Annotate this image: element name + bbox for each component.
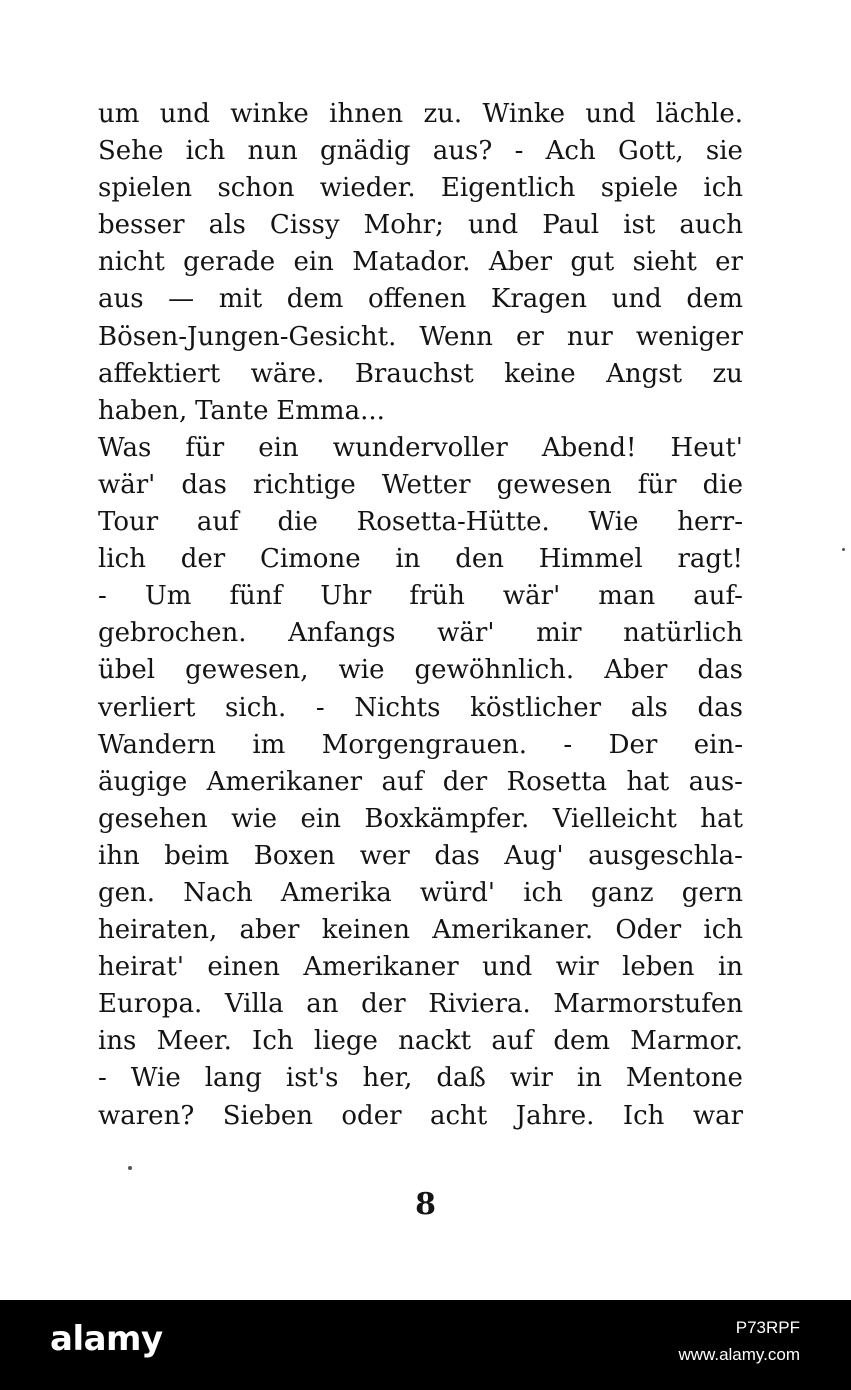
word: acht — [429, 1100, 488, 1131]
word: aus? — [432, 136, 493, 167]
word: im — [252, 729, 286, 760]
word: Oder — [615, 915, 682, 946]
word: Himmel — [538, 544, 643, 575]
word: fünf — [229, 581, 283, 612]
text-line — [98, 281, 743, 318]
word: keinen — [321, 915, 411, 946]
word: ein- — [693, 729, 743, 760]
word: Eigentlich — [440, 173, 576, 204]
word: wie — [338, 655, 385, 686]
word: auf — [196, 507, 239, 538]
word: herr- — [677, 507, 743, 538]
word: dem — [553, 1026, 611, 1057]
word: Nach — [183, 877, 253, 908]
text-line — [98, 319, 743, 356]
alamy-logo: alamy — [50, 1319, 163, 1359]
word: und — [467, 210, 519, 241]
word: wieder. — [319, 173, 416, 204]
word: Ich — [252, 1026, 294, 1057]
image-id: P73RPF — [735, 1318, 800, 1337]
word: für — [185, 432, 225, 463]
scan-speck — [128, 1166, 132, 1170]
word: Amerikaner. — [432, 915, 594, 946]
word: Marmor. — [630, 1026, 743, 1057]
word: Winke — [482, 99, 566, 129]
word: keine — [504, 358, 576, 389]
word: würd' — [419, 877, 496, 908]
word: ich — [185, 136, 226, 167]
text-line — [98, 949, 743, 986]
word: verliert — [98, 692, 196, 723]
word: der — [180, 544, 226, 575]
word: einen — [207, 952, 280, 983]
word: gerade — [183, 247, 276, 278]
word: her, — [362, 1063, 413, 1094]
word: zu — [712, 358, 743, 389]
word: das — [697, 692, 743, 723]
word: Amerika — [280, 877, 392, 908]
word: auf — [491, 1026, 534, 1057]
word: gen. — [98, 877, 156, 908]
word: Um — [144, 581, 192, 612]
word: ist — [623, 210, 656, 241]
word: - — [514, 136, 524, 167]
word: die — [702, 469, 743, 500]
word: auch — [679, 210, 743, 241]
word: daß — [436, 1063, 486, 1094]
word: den — [455, 544, 504, 575]
word: für — [637, 469, 677, 500]
text-line — [98, 1060, 743, 1097]
word: heiraten, — [98, 915, 218, 946]
text-line — [98, 838, 743, 875]
word: ein — [258, 432, 299, 463]
word: - — [315, 692, 325, 723]
word: lich — [98, 544, 146, 575]
word: Wetter — [381, 469, 471, 500]
word: dem — [686, 284, 743, 315]
word: Matador. — [352, 247, 471, 278]
word: Angst — [606, 358, 683, 389]
word: Cimone — [259, 544, 361, 575]
word: in — [395, 544, 421, 575]
word: ich — [703, 173, 743, 204]
text-line — [98, 244, 743, 281]
word: - — [98, 581, 107, 612]
word: ist's — [285, 1063, 339, 1094]
word: er — [715, 247, 743, 278]
word: Ich — [622, 1100, 665, 1131]
word: hat — [626, 766, 670, 797]
word: Jahre. — [515, 1100, 595, 1131]
text-line — [98, 96, 743, 133]
word: Wie — [588, 507, 639, 538]
word: haben, — [98, 395, 188, 426]
word: dem — [286, 284, 344, 315]
word: Gott, — [618, 136, 684, 167]
word: Mohr; — [363, 210, 444, 241]
word: wäre. — [250, 358, 325, 389]
text-line — [98, 578, 743, 615]
word: winke — [230, 99, 309, 129]
word: wer — [359, 840, 410, 871]
word: lang — [204, 1063, 262, 1094]
word: ihnen — [329, 99, 404, 129]
word: aus — [98, 284, 144, 315]
word: nur — [566, 321, 613, 352]
text-line — [98, 652, 743, 689]
text-line — [98, 1023, 743, 1060]
word: ein — [300, 803, 341, 834]
word: Marmorstufen — [553, 989, 743, 1020]
word: beim — [164, 840, 230, 871]
word: der — [361, 989, 406, 1020]
text-line — [98, 764, 743, 801]
text-line — [98, 356, 743, 393]
word: gnädig — [320, 136, 411, 167]
word: und — [611, 284, 662, 315]
text-line — [98, 690, 743, 727]
word: Sieben — [222, 1100, 313, 1131]
footer-url: www.alamy.com — [678, 1345, 800, 1364]
page-text — [98, 96, 743, 1135]
word: gut — [570, 247, 615, 278]
word: gesehen — [98, 803, 208, 834]
word: das — [434, 840, 480, 871]
word: ich — [523, 877, 563, 908]
word: natürlich — [623, 618, 743, 649]
word: das — [697, 655, 743, 686]
word: Der — [608, 729, 658, 760]
word: ihn — [98, 840, 140, 871]
word: wär' — [98, 469, 156, 500]
word: Bösen-Jungen-Gesicht. — [98, 321, 397, 352]
text-line — [98, 615, 743, 652]
word: waren? — [98, 1100, 195, 1131]
word: und — [585, 99, 636, 129]
word: gewesen — [496, 469, 612, 500]
text-line — [98, 986, 743, 1023]
word: Heut' — [670, 432, 743, 463]
word: Kragen — [490, 284, 588, 315]
word: schon — [217, 173, 295, 204]
word: oder — [341, 1100, 402, 1131]
word: man — [598, 581, 656, 612]
word: Boxkämpfer. — [364, 803, 530, 834]
word: das — [181, 469, 227, 500]
word: Aug' — [504, 840, 564, 871]
word: Brauchst — [354, 358, 474, 389]
word: wir — [555, 952, 599, 983]
word: Tante — [195, 395, 269, 426]
text-line — [98, 875, 743, 912]
word: Aber — [604, 655, 668, 686]
word: sieht — [632, 247, 697, 278]
word: Nichts — [354, 692, 441, 723]
word: Meer. — [156, 1026, 232, 1057]
text-line — [98, 801, 743, 838]
word: sie — [705, 136, 743, 167]
word: in — [576, 1063, 602, 1094]
word: und — [482, 952, 533, 983]
text-line — [98, 504, 743, 541]
word: spiele — [600, 173, 679, 204]
word: Amerikaner — [206, 766, 363, 797]
word: mir — [536, 618, 582, 649]
word: nun — [247, 136, 298, 167]
word: Aber — [488, 247, 553, 278]
word: Uhr — [320, 581, 372, 612]
word: der — [442, 766, 488, 797]
word: Tour — [98, 507, 159, 538]
word: gern — [681, 877, 743, 908]
word: wir — [509, 1063, 553, 1094]
word: Paul — [542, 210, 600, 241]
word: sich. — [225, 692, 287, 723]
word: Amerikaner — [303, 952, 459, 983]
word: Morgengrauen. — [321, 729, 527, 760]
word: an — [306, 989, 339, 1020]
word: er — [515, 321, 544, 352]
word: spielen — [98, 173, 193, 204]
word: affektiert — [98, 358, 221, 389]
text-line — [98, 207, 743, 244]
word: gewöhnlich. — [414, 655, 575, 686]
word: nicht — [98, 247, 165, 278]
word: besser — [98, 210, 185, 241]
word: Mentone — [625, 1063, 743, 1094]
word: Abend! — [541, 432, 637, 463]
word: Anfangs — [288, 618, 396, 649]
word: und — [159, 99, 210, 129]
word: äugige — [98, 766, 188, 797]
word: köstlicher — [470, 692, 602, 723]
word: um — [98, 99, 140, 129]
word: mit — [218, 284, 263, 315]
word: Wandern — [98, 729, 216, 760]
word: Was — [98, 432, 152, 463]
word: Cissy — [269, 210, 340, 241]
word: die — [277, 507, 318, 538]
text-line — [98, 1098, 743, 1135]
word: liege — [313, 1026, 378, 1057]
word: zu. — [423, 99, 463, 129]
word: ausgeschla- — [588, 840, 743, 871]
word: früh — [409, 581, 465, 612]
word: wär' — [437, 618, 495, 649]
word: - — [563, 729, 573, 760]
word: offenen — [367, 284, 467, 315]
word: auf — [381, 766, 424, 797]
word: ragt! — [677, 544, 743, 575]
word: ganz — [591, 877, 654, 908]
word: als — [630, 692, 668, 723]
text-line — [98, 133, 743, 170]
word: Emma... — [276, 395, 385, 426]
word: gebrochen. — [98, 618, 247, 649]
word: lächle. — [655, 99, 743, 129]
word: ins — [98, 1026, 137, 1057]
word: Rosetta-Hütte. — [356, 507, 550, 538]
word: war — [692, 1100, 743, 1131]
word: heirat' — [98, 952, 184, 983]
scan-speck — [842, 548, 845, 551]
word: leben — [622, 952, 695, 983]
word: Rosetta — [506, 766, 608, 797]
word: Vielleicht — [552, 803, 677, 834]
text-line — [98, 467, 743, 504]
word: hat — [700, 803, 743, 834]
word: wär' — [502, 581, 561, 612]
text-line — [98, 727, 743, 764]
word: als — [208, 210, 246, 241]
text-line — [98, 170, 743, 207]
word: wundervoller — [332, 432, 508, 463]
word: Boxen — [253, 840, 336, 871]
word: ein — [293, 247, 334, 278]
word: aus- — [688, 766, 743, 797]
page-number: 8 — [415, 1187, 436, 1222]
word: weniger — [635, 321, 743, 352]
text-line — [98, 912, 743, 949]
word: richtige — [252, 469, 356, 500]
word: übel — [98, 655, 156, 686]
word: wie — [231, 803, 278, 834]
word: — — [168, 284, 195, 315]
word: Riviera. — [428, 989, 531, 1020]
word: Villa — [224, 989, 284, 1020]
word: aber — [239, 915, 300, 946]
word: nackt — [398, 1026, 472, 1057]
text-line — [98, 541, 743, 578]
word: Wie — [130, 1063, 181, 1094]
word: Wenn — [419, 321, 493, 352]
text-line — [98, 393, 743, 430]
word: in — [717, 952, 743, 983]
word: gewesen, — [185, 655, 309, 686]
word: - — [98, 1063, 107, 1094]
word: Sehe — [98, 136, 164, 167]
text-line — [98, 430, 743, 467]
word: ich — [703, 915, 743, 946]
word: Europa. — [98, 989, 203, 1020]
word: auf- — [693, 581, 743, 612]
word: Ach — [545, 136, 596, 167]
